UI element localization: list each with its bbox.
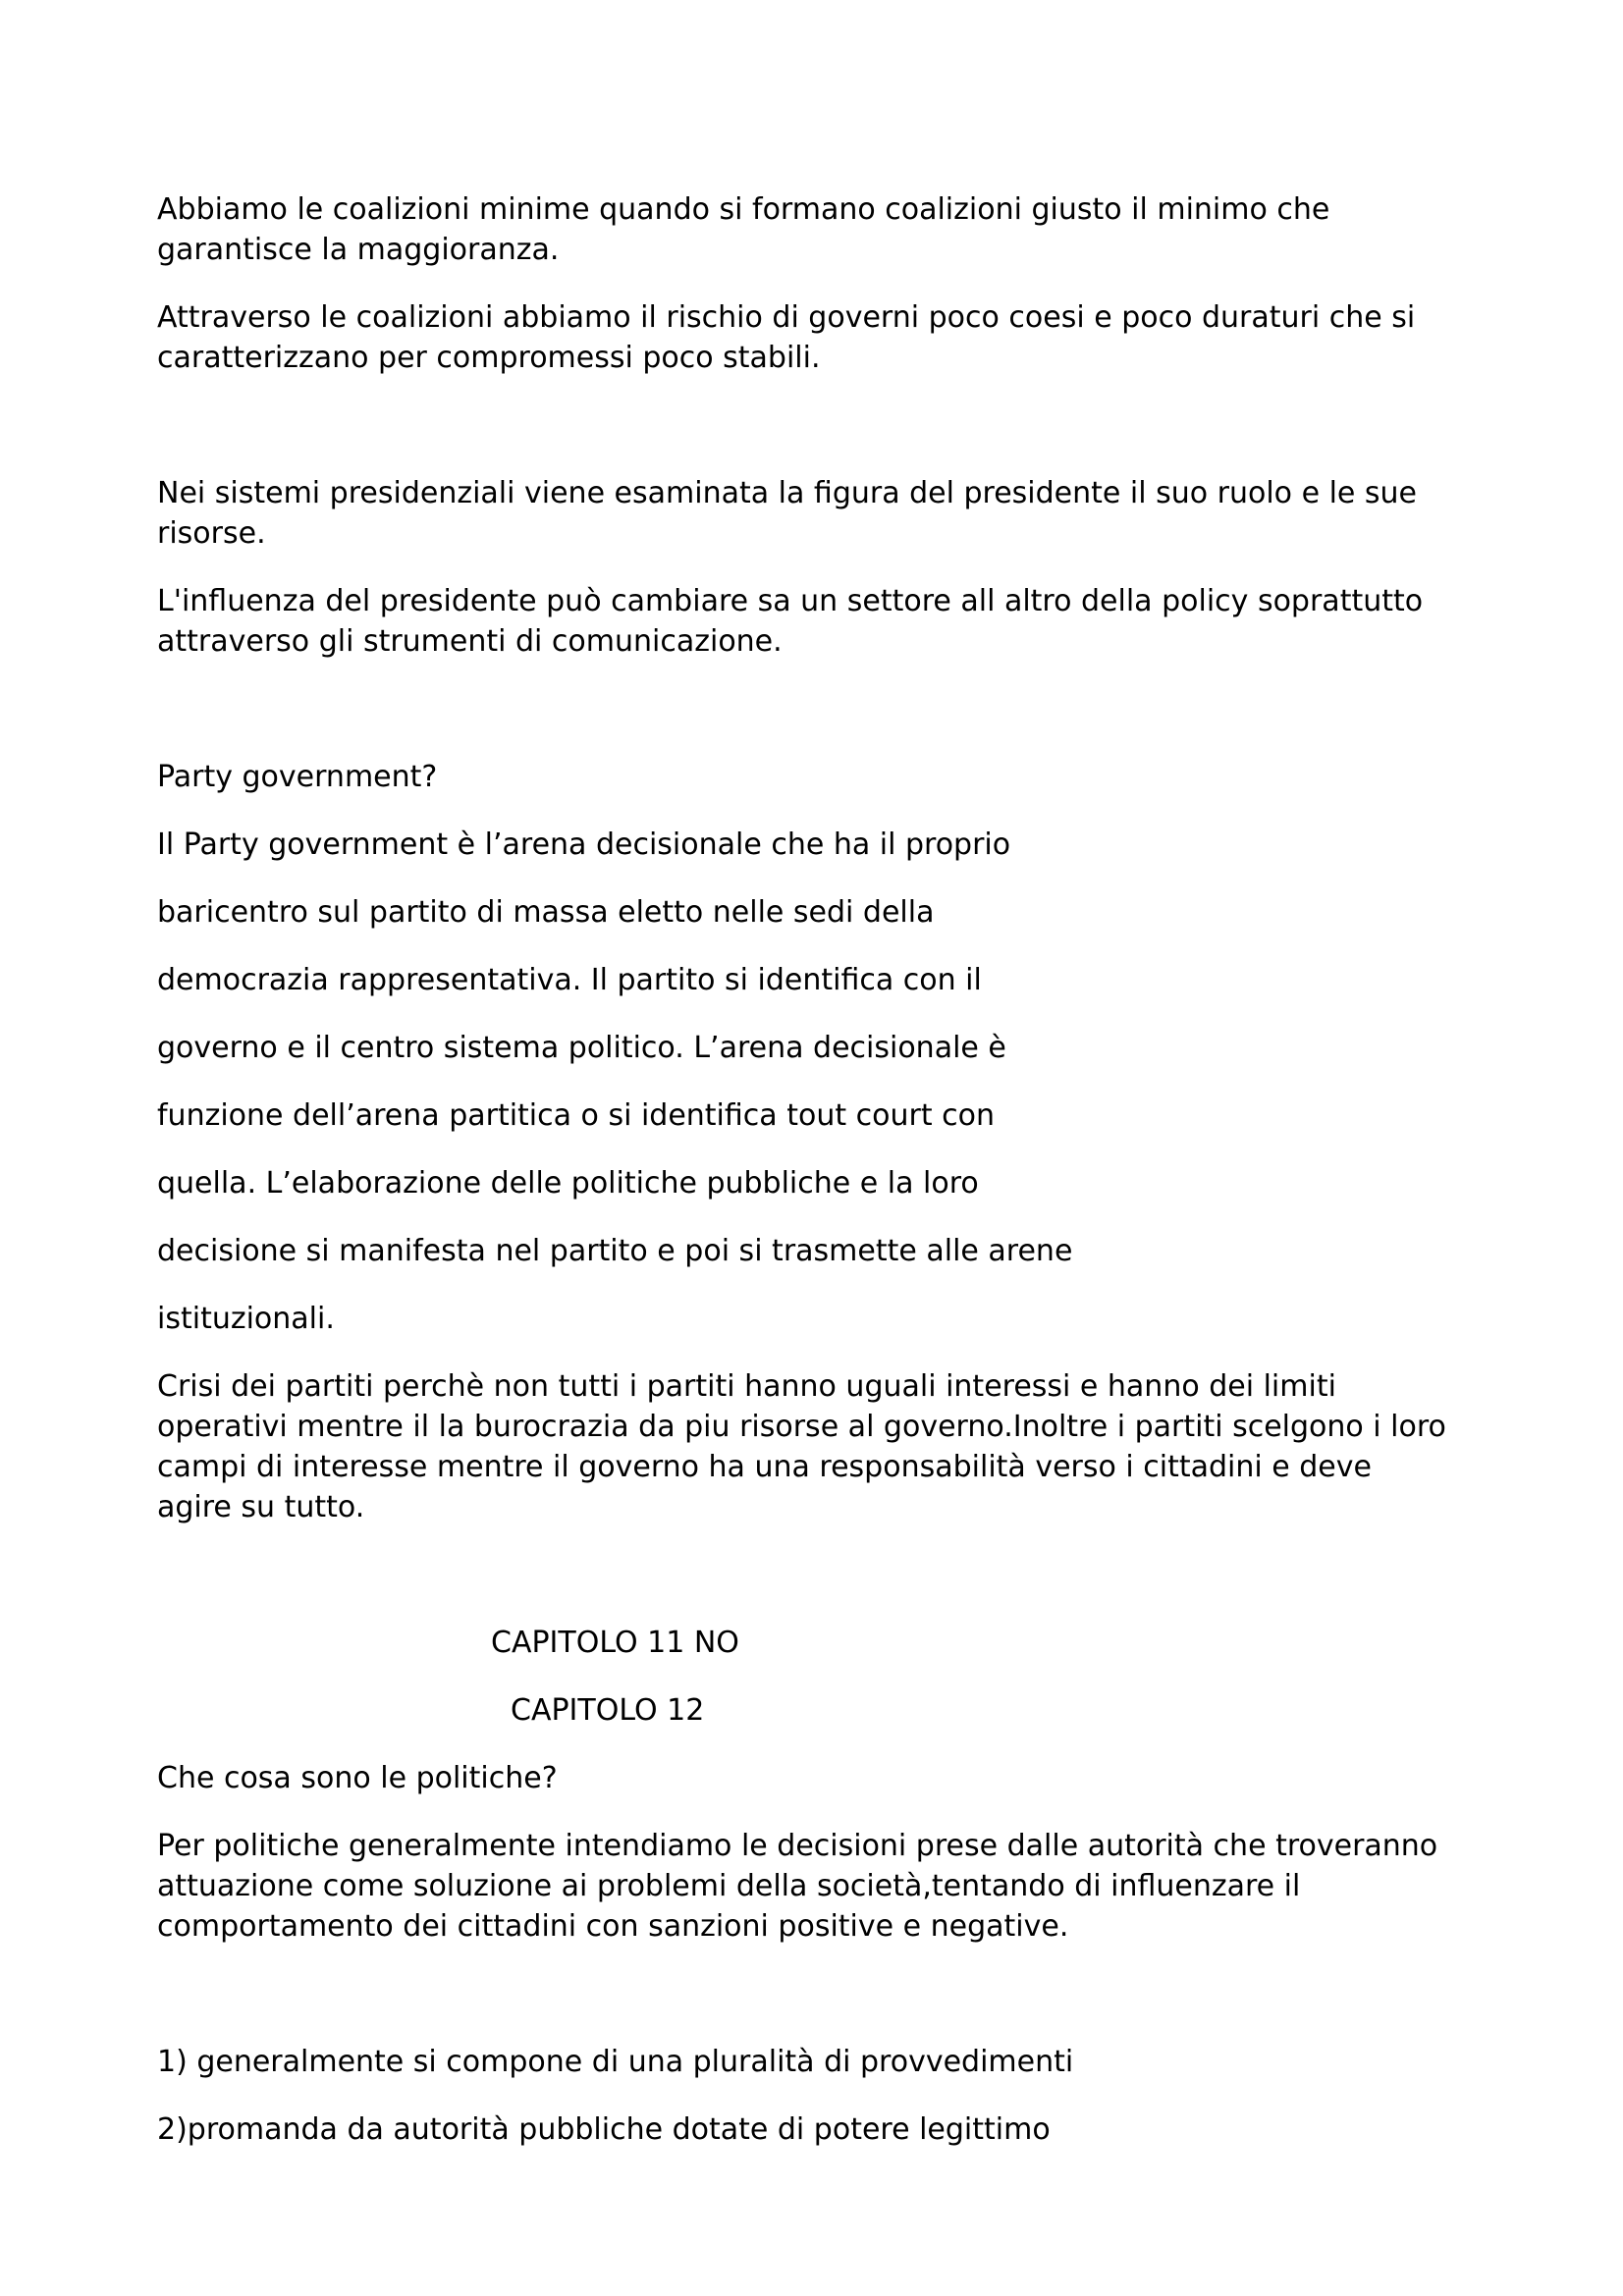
party-government-question: Party government? xyxy=(157,760,438,794)
paragraph-minimal-coalitions-line-1: Abbiamo le coalizioni minime quando si formano coalizioni giusto il minimo che xyxy=(157,192,1330,227)
paragraph-coalition-risk-line-1: Attraverso le coalizioni abbiamo il rischio di governi poco coesi e poco duraturi che si xyxy=(157,300,1416,335)
paragraph-president-influence-line-1: L'influenza del presidente può cambiare sa un settore all altro della policy soprattutto xyxy=(157,584,1424,618)
paragraph-party-crisis-line-4: agire su tutto. xyxy=(157,1490,365,1524)
paragraph-party-government-line-3: democrazia rappresentativa. Il partito si identifica con il xyxy=(157,963,982,997)
paragraph-minimal-coalitions-line-2: garantisce la maggioranza. xyxy=(157,233,560,267)
paragraph-party-crisis-line-1: Crisi dei partiti perchè non tutti i partiti hanno uguali interessi e hanno dei limiti xyxy=(157,1369,1336,1404)
list-item-2: 2)promanda da autorità pubbliche dotate di potere legittimo xyxy=(157,2112,1051,2147)
policies-question: Che cosa sono le politiche? xyxy=(157,1761,558,1795)
paragraph-policies-definition-line-1: Per politiche generalmente intendiamo le decisioni prese dalle autorità che troveranno xyxy=(157,1829,1438,1863)
paragraph-party-government-line-6: quella. L’elaborazione delle politiche pubbliche e la loro xyxy=(157,1166,979,1201)
paragraph-presidential-systems-line-1: Nei sistemi presidenziali viene esaminata la figura del presidente il suo ruolo e le sue xyxy=(157,476,1417,510)
chapter-11-heading: CAPITOLO 11 NO xyxy=(491,1626,739,1660)
paragraph-party-government-line-7: decisione si manifesta nel partito e poi si trasmette alle arene xyxy=(157,1234,1073,1268)
paragraph-presidential-systems-line-2: risorse. xyxy=(157,516,266,551)
paragraph-party-government-line-8: istituzionali. xyxy=(157,1302,335,1336)
paragraph-party-government-line-4: governo e il centro sistema politico. L’arena decisionale è xyxy=(157,1031,1006,1065)
paragraph-party-government-line-5: funzione dell’arena partitica o si identifica tout court con xyxy=(157,1098,995,1133)
paragraph-coalition-risk-line-2: caratterizzano per compromessi poco stabili. xyxy=(157,341,821,375)
paragraph-policies-definition-line-2: attuazione come soluzione ai problemi della società,tentando di influenzare il xyxy=(157,1869,1301,1903)
paragraph-president-influence-line-2: attraverso gli strumenti di comunicazione. xyxy=(157,624,783,659)
paragraph-party-crisis-line-3: campi di interesse mentre il governo ha una responsabilità verso i cittadini e deve xyxy=(157,1450,1372,1484)
paragraph-party-government-line-2: baricentro sul partito di massa eletto nelle sedi della xyxy=(157,895,935,930)
paragraph-party-government-line-1: Il Party government è l’arena decisionale che ha il proprio xyxy=(157,828,1011,862)
chapter-12-heading: CAPITOLO 12 xyxy=(511,1693,705,1728)
paragraph-party-crisis-line-2: operativi mentre il la burocrazia da piu risorse al governo.Inoltre i partiti scelgono i loro xyxy=(157,1410,1446,1444)
list-item-1: 1) generalmente si compone di una pluralità di provvedimenti xyxy=(157,2045,1074,2079)
paragraph-policies-definition-line-3: comportamento dei cittadini con sanzioni positive e negative. xyxy=(157,1909,1069,1944)
